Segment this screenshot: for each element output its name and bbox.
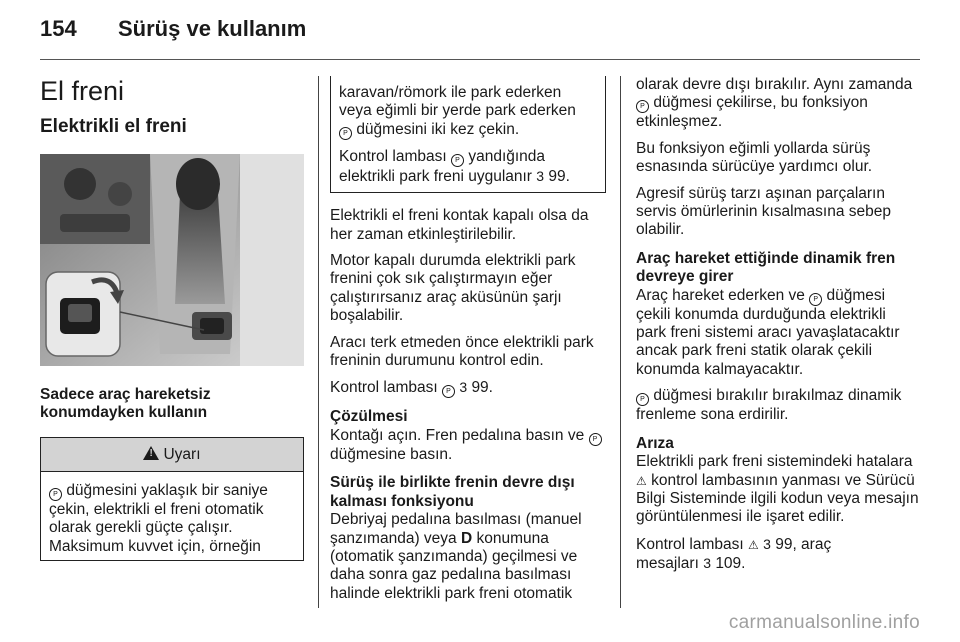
section-title: El freni (40, 76, 125, 106)
watermark: carmanualsonline.info (728, 612, 920, 633)
paragraph-1: Elektrikli el freni kontak kapalı olsa da her zaman etkinleştirilebilir. (330, 207, 589, 243)
warning-body (41, 472, 303, 560)
heading-drive-away: Sürüş ile birlikte frenin devre dışı kalması fonksiyonu (330, 474, 575, 510)
brake-button-icon: P (589, 433, 602, 446)
page-ref-arrow-icon: 3 (459, 379, 468, 396)
paragraph-7a: Kontrol lambası (636, 535, 744, 553)
console-illustration (40, 154, 304, 366)
header-divider (40, 59, 920, 60)
warning-header (41, 438, 303, 472)
page-ref-arrow-icon: 3 (703, 555, 711, 572)
warning-line-2: çekin, elektrikli el freni otomatik (49, 500, 264, 518)
heading-fault: Arıza (636, 434, 674, 452)
box-ref-link[interactable]: 99. (548, 167, 570, 185)
chapter-title: Sürüş ve kullanım (118, 16, 307, 41)
warning-line-1: düğmesini yaklaşık bir saniye (66, 481, 268, 499)
page-ref-arrow-icon: 3 (536, 167, 545, 184)
brake-lamp-icon: P (451, 154, 464, 167)
heading-release: Çözülmesi (330, 408, 408, 426)
paragraph-3: Aracı terk etmeden önce elektrikli park freninin durumunu kontrol edin. (330, 333, 594, 370)
page-header (40, 14, 920, 54)
fault-lamp-icon: ⚠ (748, 537, 759, 552)
brake-button-icon: P (636, 100, 649, 113)
paragraph-6a: Elektrikli park freni sistemindeki hatalara (636, 453, 913, 471)
fault-lamp-icon: ⚠ (636, 473, 647, 488)
column-divider-1 (318, 76, 319, 608)
column-1 (40, 76, 304, 561)
box-line-1: karavan/römork ile park ederken (339, 84, 562, 101)
paragraph-4: Kontrol lambası (330, 379, 438, 397)
page-ref-link[interactable]: 109. (715, 555, 746, 573)
paragraph-4a: Araç hareket ederken ve (636, 286, 805, 304)
box-line-5: elektrikli park freni uygulanır (339, 167, 532, 185)
caption-line-2: konumdayken kullanın (40, 404, 208, 422)
warning-line-3: olarak gerekli güçte çalışır. (49, 519, 233, 537)
heading-dynamic-brake: Araç hareket ettiğinde dinamik fren devreye girer (636, 249, 896, 286)
paragraph-6b: konumuna (otomatik şanzımanda) geçilmesi ve daha sonra gaz pedalına basılması halinde elektrikli park freni otomatik (330, 529, 578, 602)
column-3 (636, 76, 920, 574)
caption-line-1: Sadece araç hareketsiz (40, 386, 211, 403)
warning-icon (143, 446, 159, 460)
paragraph-1b: düğmesi çekilirse, bu fonksiyon etkinleşmez. (636, 94, 868, 131)
page-ref-link[interactable]: 99. (471, 379, 493, 397)
parking-brake-photo (40, 154, 304, 366)
brake-button-icon: P (49, 488, 62, 501)
paragraph-5: düğmesi bırakılır bırakılmaz dinamik frenleme sona erdirilir. (636, 387, 902, 424)
warning-line-4: Maksimum kuvvet için, örneğin (49, 537, 261, 555)
photo-caption (40, 386, 304, 423)
paragraph-5b: düğmesine basın. (330, 445, 453, 463)
sub-title: Elektrikli el freni (40, 116, 187, 137)
brake-lamp-icon: P (442, 385, 455, 398)
page-ref-arrow-icon: 3 (763, 535, 771, 552)
page-number: 154 (40, 16, 77, 41)
column-2 (330, 76, 606, 603)
box-line-4: Kontrol lambası (339, 147, 447, 165)
page-ref-link[interactable]: 99, araç (775, 535, 832, 553)
brake-button-icon: P (809, 293, 822, 306)
box-line-3: düğmesini iki kez çekin. (356, 120, 520, 138)
brake-button-icon: P (339, 127, 352, 140)
warning-title: Uyarı (163, 445, 201, 463)
paragraph-5a: Kontağı açın. Fren pedalına basın ve (330, 426, 585, 444)
paragraph-2: Motor kapalı durumda elektrikli park frenini çok sık çalıştırmayın eğer çalıştırırsanız araç aküsünün şarjı boşalabilir. (330, 252, 576, 325)
warning-box (40, 437, 304, 561)
paragraph-4b: düğmesi çekili konumda durduğunda elektrikli park freni sistemi aracı yavaşlatacaktır ancak park freni statik olarak çekili konumda kalmayacaktır. (636, 286, 900, 378)
paragraph-3: Agresif sürüş tarzı aşınan parçaların servis ömürlerinin kısalmasına sebep olabilir. (636, 184, 891, 239)
brake-button-icon: P (636, 393, 649, 406)
warning-box-continued (330, 76, 606, 193)
paragraph-7b: mesajları (636, 555, 699, 573)
paragraph-6b: kontrol lambasının yanması ve Sürücü Bilgi Sisteminde ilgili kodun veya mesajın görüntülenmesi ile işaret edilir. (636, 471, 919, 526)
gear-d-label: D (460, 529, 473, 547)
paragraph-6a: Debriyaj pedalına basılması (manuel şanzımanda) veya (330, 511, 582, 547)
paragraph-1a: olarak devre dışı bırakılır. Aynı zamanda (636, 76, 913, 93)
column-divider-2 (620, 76, 621, 608)
paragraph-2: Bu fonksiyon eğimli yollarda sürüş esnasında sürücüye yardımcı olur. (636, 139, 873, 176)
box-line-4b: yandığında (468, 147, 546, 165)
box-line-2: veya eğimli bir yerde park ederken (339, 102, 576, 120)
